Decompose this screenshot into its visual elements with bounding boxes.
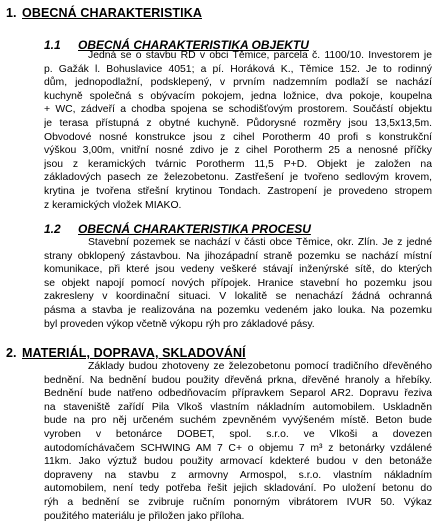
text-line: z keramických vložek MIAKO. xyxy=(44,199,182,211)
subsection-1-2-heading xyxy=(44,222,311,236)
text-line: autodomíchávačem SCHWING AM 7 C+ o objemu 7 m³ z betonárky vzdálené xyxy=(44,442,432,454)
subsection-1-1-number: 1.1 xyxy=(44,38,61,52)
text-line: je terasa přístupná z obytné kuchyně. Půdorysné rozměry jsou 13,5x13,5m. xyxy=(44,117,432,129)
subsection-1-1-title: OBECNÁ CHARAKTERISTIKA OBJEKTU xyxy=(78,38,309,52)
section-1-title: OBECNÁ CHARAKTERISTIKA xyxy=(22,6,202,20)
text-line: Bednění bude natřeno odbedňovacím přípravkem Separol AR2. Dopravu řeziva xyxy=(44,388,432,400)
text-line: strany obklopený zástavbou. Na jihozápadní straně pozemku se nachází místní xyxy=(44,250,432,262)
text-line: Stavební pozemek se nachází v části obce Těmice, okr. Zlín. Je z jedné xyxy=(88,237,432,248)
text-line: + WC, zádveří a chodba spojena se schodišťovým prostorem. Součástí objektu xyxy=(44,104,432,116)
text-line: pásma a stavba je realizována na pozemku vedeném jako louka. Na pozemku xyxy=(44,304,432,316)
text-line: automobilem, není tedy potřeba řešit jejich skladování. Po uložení betonu do xyxy=(44,483,432,495)
text-line: dům, jednopodlažní, podsklepený, v prvním nadzemním podlaží se nachází xyxy=(44,77,432,89)
text-line: zakresleny v koordinační situaci. V lokalitě se nenachází žádná ochranná xyxy=(44,291,432,303)
text-line: Obvodové nosné konstrukce jsou z cihel Porotherm 40 profi s konstrukční xyxy=(44,131,432,143)
text-line: na staveniště zařídí Pila Vlkoš vlastním nákladním automobilem. Uskladněn xyxy=(44,401,432,413)
subsection-1-2-title: OBECNÁ CHARAKTERISTIKA PROCESU xyxy=(78,222,311,236)
paragraph-process-characteristics xyxy=(44,236,432,331)
text-line: použitého materiálu je přiložen jako příloha. xyxy=(44,510,245,522)
section-1-number: 1. xyxy=(6,6,17,20)
text-line: kuchyně společná s obývacím pokojem, jedna ložnice, dva pokoje, koupelna xyxy=(44,90,432,102)
paragraph-object-characteristics xyxy=(44,49,432,212)
text-line: 11km. Jako výztuž budou použity armovací kdekteré budou v den betonáže xyxy=(44,456,432,468)
section-1-heading xyxy=(6,6,202,20)
section-2-title: MATERIÁL, DOPRAVA, SKLADOVÁNÍ xyxy=(22,346,246,360)
text-line: vyroben v betonárce DOBET, spol. s.r.o. ve Vlkoši a dovezen xyxy=(44,428,432,440)
paragraph-material-transport-storage xyxy=(44,360,432,523)
text-line: dopraveny na stavbu z armovny Armospol, s.r.o. vlastním nákladním xyxy=(44,469,432,481)
text-line: byl proveden výkop včetně výkopu rýh pro základové pásy. xyxy=(44,318,315,330)
text-line: se objekt napojí pomocí nových přípojek. Hranice stavební ho pozemku jsou xyxy=(44,277,432,289)
text-line: základových pasech ze železobetonu. Zastřešení je tvořeno sedlovým krovem, xyxy=(44,172,432,184)
subsection-1-2-number: 1.2 xyxy=(44,222,61,236)
text-line: krytina je tvořena střešní krytinou Tondach. Zastropení je provedeno stropem xyxy=(44,185,432,197)
text-line: bude na pro něj určeném suchém zpevněném vyvýšeném místě. Beton bude xyxy=(44,415,432,427)
text-line: p. Gažák l. Bohuslavice 4051; a pí. Horáková K., Těmice 152. Je to rodinný xyxy=(44,63,432,75)
section-2-number: 2. xyxy=(6,346,17,360)
text-line: rýh a bednění se zvibruje ručním ponorným vibrátorem IVUR 50. Výkaz xyxy=(44,496,432,508)
text-line: bednění. Na bednění budou použity dřevěná prkna, dřevěné hranoly a hřebíky. xyxy=(44,374,432,386)
text-line: Základy budou zhotoveny ze železobetonu pomocí tradičního dřevěného xyxy=(88,361,432,372)
text-line: výškou 3,00m, vnitřní nosné zdivo je z cihel Porotherm 25 a nenosné příčky xyxy=(44,145,432,157)
text-line: komunikace, při které jsou vedeny veškeré stávají inženýrské sítě, do kterých xyxy=(44,264,432,276)
section-2-heading xyxy=(6,346,246,360)
text-line: jsou z keramických tvárnic Porotherm 11,5 P+D. Objekt je založen na xyxy=(44,158,432,170)
text-line: Jedná se o stavbu RD v obci Těmice, parcela č. 1100/10. Investorem je xyxy=(88,50,432,61)
